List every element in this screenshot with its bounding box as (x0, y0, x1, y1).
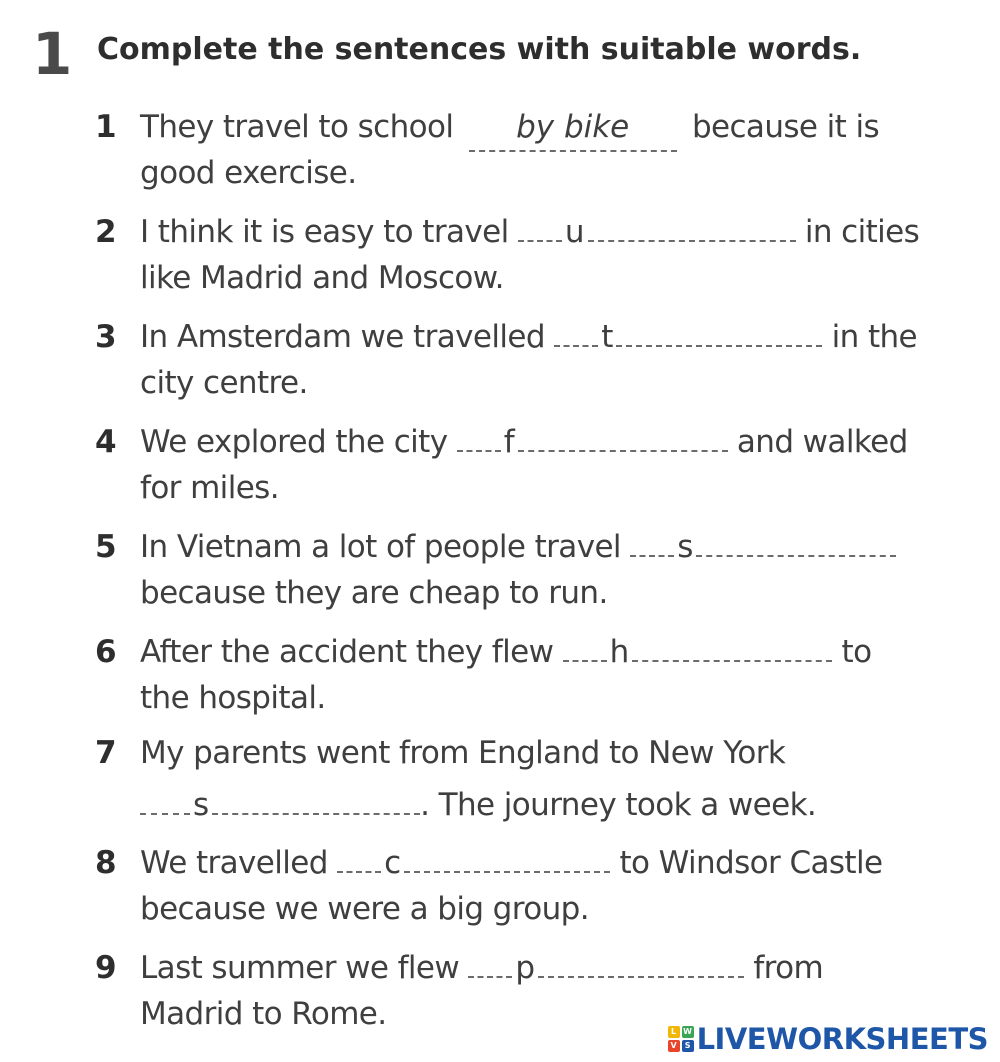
answer-blank[interactable] (140, 782, 420, 828)
answer-blank[interactable] (518, 209, 796, 255)
answer-blank[interactable] (630, 524, 896, 570)
first-letter: s (677, 529, 694, 565)
question-text-after: from (753, 950, 824, 986)
question-line-1 (140, 209, 919, 255)
question-text-after: in cities (804, 214, 920, 250)
question-number: 8 (95, 845, 117, 881)
logo-tile: V (668, 1040, 680, 1052)
question-line-1 (140, 840, 882, 886)
question-line-1: My parents went from England to New York (140, 735, 786, 771)
question-number: 3 (95, 319, 117, 355)
question-text: In Amsterdam we travelled (140, 319, 545, 355)
question-line-1 (140, 524, 896, 570)
exercise-number: 1 (32, 20, 73, 88)
question-line-2: the hospital. (140, 680, 326, 716)
question-line-2: like Madrid and Moscow. (140, 260, 504, 296)
instruction: Complete the sentences with suitable words. (97, 32, 862, 67)
question-text: We explored the city (140, 424, 448, 460)
question-line-2: because they are cheap to run. (140, 575, 608, 611)
question-line-1 (140, 945, 823, 991)
question-number: 5 (95, 529, 117, 565)
question-text: In Vietnam a lot of people travel (140, 529, 621, 565)
question-line-1 (140, 104, 879, 152)
question-line-1 (140, 314, 917, 360)
liveworksheets-logo (668, 1022, 988, 1056)
logo-tile: L (668, 1026, 680, 1038)
question-text-after: in the (831, 319, 918, 355)
question-line-2: good exercise. (140, 155, 357, 191)
answer-blank[interactable] (337, 840, 610, 886)
question-line-2: for miles. (140, 470, 279, 506)
question-line-2 (140, 782, 816, 828)
question-text-after: and walked (736, 424, 908, 460)
question-text: I think it is easy to travel (140, 214, 509, 250)
liveworksheets-logo-text: LIVEWORKSHEETS (696, 1022, 988, 1056)
question-text: Last summer we flew (140, 950, 460, 986)
question-number: 9 (95, 950, 117, 986)
answer-blank[interactable] (457, 419, 728, 465)
question-number: 6 (95, 634, 117, 670)
first-letter: u (564, 214, 585, 250)
first-letter: p (515, 950, 536, 986)
question-line-2: city centre. (140, 365, 308, 401)
first-letter: c (384, 845, 402, 881)
question-text: After the accident they flew (140, 634, 554, 670)
answer-blank[interactable] (554, 314, 822, 360)
question-line-1 (140, 419, 908, 465)
question-number: 1 (95, 109, 117, 145)
question-line-1 (140, 629, 871, 675)
question-number: 2 (95, 214, 117, 250)
answer-blank[interactable] (563, 629, 833, 675)
first-letter: f (503, 424, 515, 460)
logo-tile: S (682, 1040, 694, 1052)
logo-tile: W (683, 1027, 692, 1036)
liveworksheets-logo-icon (668, 1026, 694, 1052)
first-letter: h (609, 634, 630, 670)
question-number: 7 (95, 735, 117, 771)
question-line-2: because we were a big group. (140, 891, 589, 927)
question-text-after: . The journey took a week. (420, 787, 817, 823)
question-line-2: Madrid to Rome. (140, 996, 387, 1032)
question-number: 4 (95, 424, 117, 460)
answer-blank[interactable] (468, 945, 744, 991)
first-letter: s (193, 787, 210, 823)
question-text-after: to Windsor Castle (619, 845, 883, 881)
question-text-after: because it is (691, 109, 880, 145)
question-text: We travelled (140, 845, 328, 881)
question-text: They travel to school (140, 109, 454, 145)
answer-example: by bike (469, 104, 677, 152)
question-text-after: to (841, 634, 872, 670)
first-letter: t (601, 319, 614, 355)
